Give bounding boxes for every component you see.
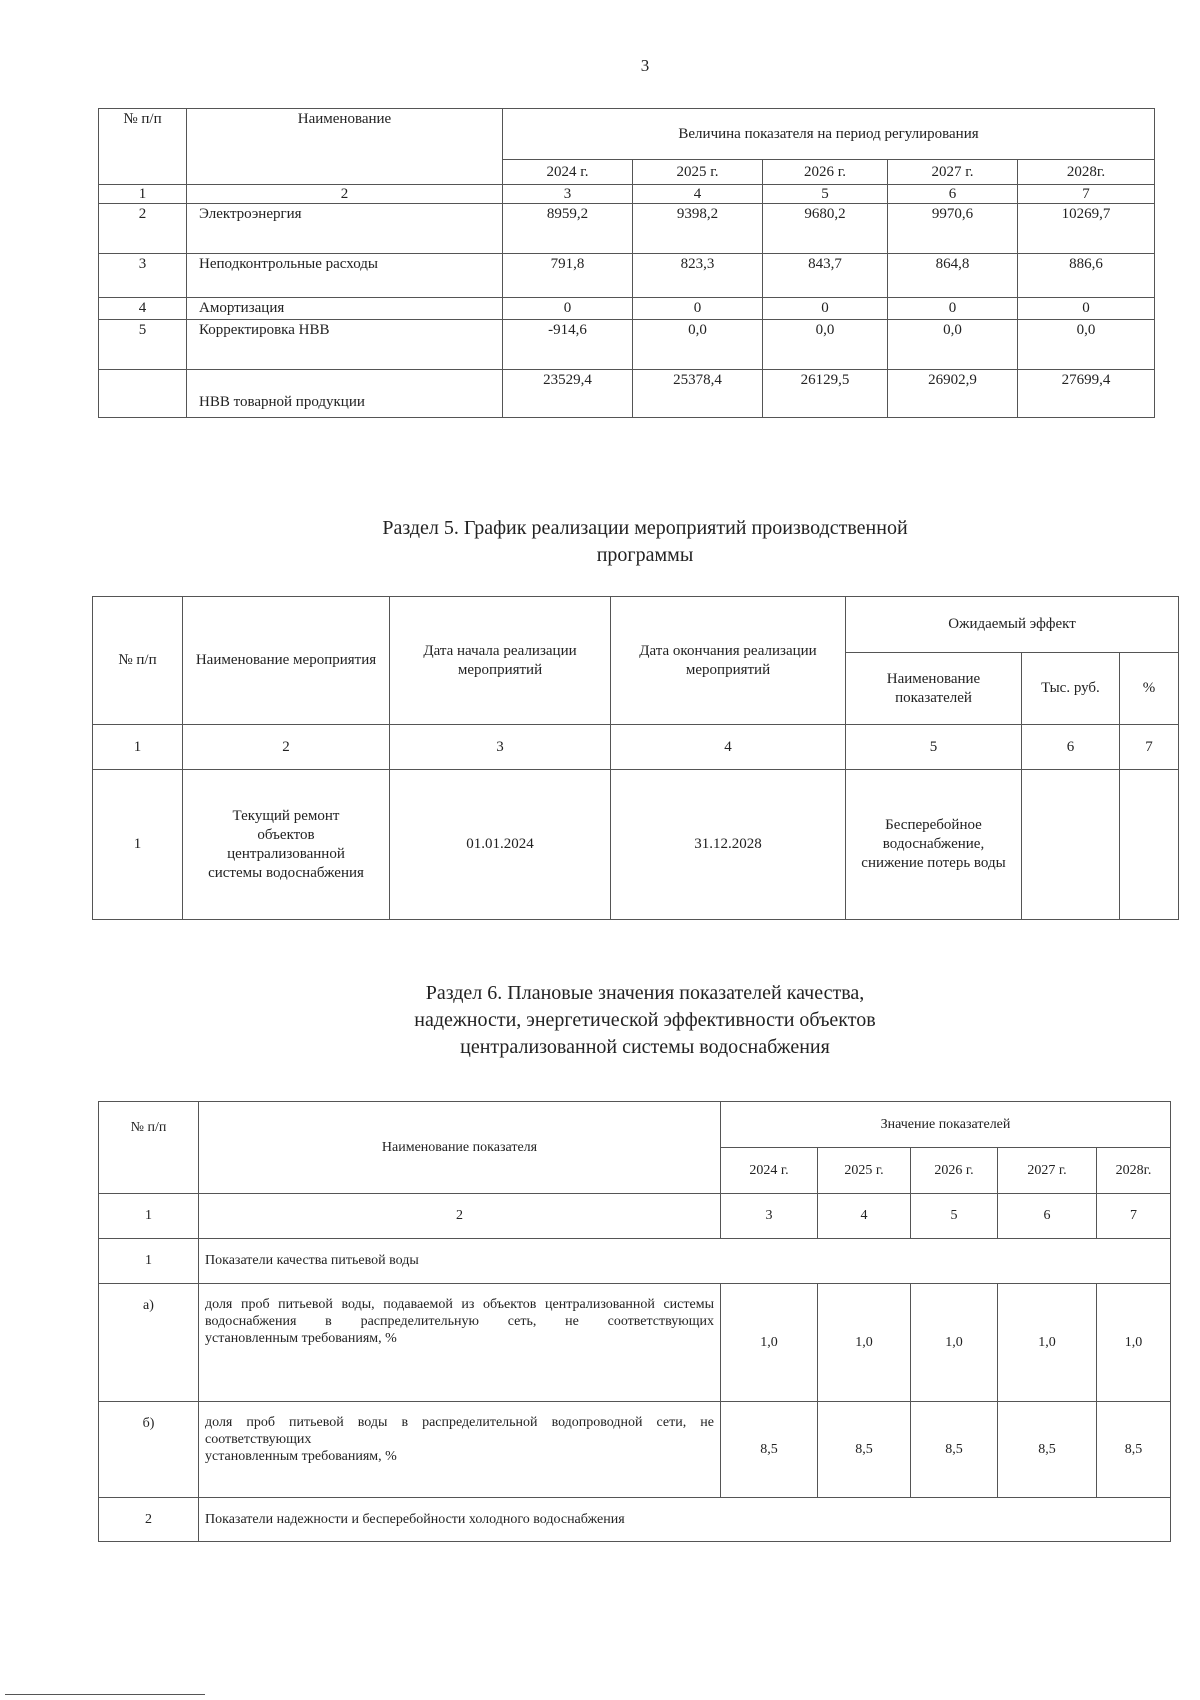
- row-num: 1: [93, 770, 183, 920]
- row-value: 0: [503, 298, 633, 320]
- row-percent: [1120, 770, 1179, 920]
- table-row: [99, 254, 1155, 298]
- group-num: 1: [99, 1239, 199, 1284]
- header-year: 2027 г.: [998, 1148, 1097, 1194]
- header-year: 2027 г.: [888, 160, 1018, 185]
- col-number: 5: [763, 185, 888, 204]
- header-num: № п/п: [93, 597, 183, 725]
- table-row: [99, 204, 1155, 254]
- row-value: 886,6: [1018, 254, 1155, 298]
- row-value: 1,0: [1097, 1284, 1171, 1402]
- row-name: Текущий ремонт объектов централизованной системы водоснабжения: [183, 770, 390, 920]
- row-name-text: доля проб питьевой воды в распределительной водопроводной сети, не соответствующих: [205, 1415, 714, 1447]
- row-value: 26129,5: [763, 370, 888, 418]
- section-6-title: [0, 980, 1200, 1061]
- row-num: 2: [99, 204, 187, 254]
- header-year: 2024 г.: [503, 160, 633, 185]
- footnote-divider: [5, 1694, 205, 1695]
- header-year: 2028г.: [1018, 160, 1155, 185]
- header-percent: %: [1120, 653, 1179, 725]
- section-5-title-line: Раздел 5. График реализации мероприятий производственной: [382, 517, 908, 539]
- header-indicator: Наименование показателей: [846, 653, 1022, 725]
- row-start-date: 01.01.2024: [390, 770, 611, 920]
- header-value-group: Значение показателей: [721, 1102, 1171, 1148]
- row-value: 791,8: [503, 254, 633, 298]
- col-number: 4: [611, 725, 846, 770]
- table-row: [99, 320, 1155, 370]
- row-name: Амортизация: [187, 298, 503, 320]
- col-number: 7: [1018, 185, 1155, 204]
- row-name: Неподконтрольные расходы: [187, 254, 503, 298]
- row-value: 8,5: [721, 1402, 818, 1498]
- header-num: № п/п: [99, 109, 187, 185]
- header-year: 2024 г.: [721, 1148, 818, 1194]
- row-value: 25378,4: [633, 370, 763, 418]
- row-value: 9680,2: [763, 204, 888, 254]
- row-value: 1,0: [818, 1284, 911, 1402]
- group-num: 2: [99, 1498, 199, 1542]
- header-num: № п/п: [99, 1102, 199, 1194]
- row-value: 0: [1018, 298, 1155, 320]
- section-6-title-line: Раздел 6. Плановые значения показателей качества,: [425, 982, 865, 1004]
- section-5-title: [0, 515, 1200, 569]
- col-number: 5: [911, 1194, 998, 1239]
- row-name: [199, 1284, 721, 1402]
- row-value: 1,0: [911, 1284, 998, 1402]
- header-year: 2026 г.: [763, 160, 888, 185]
- col-number: 7: [1120, 725, 1179, 770]
- header-end: Дата окончания реализации мероприятий: [611, 597, 846, 725]
- row-value: 8,5: [998, 1402, 1097, 1498]
- col-number: 1: [99, 185, 187, 204]
- table-row: [99, 1284, 1171, 1402]
- col-number: 3: [390, 725, 611, 770]
- header-value-group: Величина показателя на период регулирования: [503, 109, 1155, 160]
- col-number: 4: [633, 185, 763, 204]
- table-row: [93, 770, 1179, 920]
- col-number: 2: [187, 185, 503, 204]
- row-value: 1,0: [998, 1284, 1097, 1402]
- group-row: [99, 1239, 1171, 1284]
- header-year: 2025 г.: [633, 160, 763, 185]
- row-name: НВВ товарной продукции: [187, 370, 503, 418]
- header-year: 2025 г.: [818, 1148, 911, 1194]
- row-value: 0: [763, 298, 888, 320]
- row-num: 4: [99, 298, 187, 320]
- group-name: Показатели качества питьевой воды: [199, 1239, 1171, 1284]
- row-value: 8,5: [911, 1402, 998, 1498]
- row-value: -914,6: [503, 320, 633, 370]
- row-num: 3: [99, 254, 187, 298]
- col-number: 3: [503, 185, 633, 204]
- col-number: 2: [183, 725, 390, 770]
- row-value: 9970,6: [888, 204, 1018, 254]
- row-value: 0,0: [1018, 320, 1155, 370]
- row-value: 8959,2: [503, 204, 633, 254]
- row-num: [99, 370, 187, 418]
- row-value: 26902,9: [888, 370, 1018, 418]
- col-number: 1: [99, 1194, 199, 1239]
- row-value: 23529,4: [503, 370, 633, 418]
- row-value: 0,0: [888, 320, 1018, 370]
- col-number: 7: [1097, 1194, 1171, 1239]
- row-end-date: 31.12.2028: [611, 770, 846, 920]
- row-value: 0,0: [633, 320, 763, 370]
- row-num: б): [99, 1402, 199, 1498]
- row-value: 27699,4: [1018, 370, 1155, 418]
- col-number: 4: [818, 1194, 911, 1239]
- row-name: Корректировка НВВ: [187, 320, 503, 370]
- schedule-table: [92, 596, 1179, 920]
- row-value: 0: [888, 298, 1018, 320]
- header-effect: Ожидаемый эффект: [846, 597, 1179, 653]
- row-value: 8,5: [1097, 1402, 1171, 1498]
- header-year: 2028г.: [1097, 1148, 1171, 1194]
- financial-table: [98, 108, 1155, 418]
- row-name: Электроэнергия: [187, 204, 503, 254]
- row-name: [199, 1402, 721, 1498]
- col-number: 2: [199, 1194, 721, 1239]
- header-year: 2026 г.: [911, 1148, 998, 1194]
- col-number: 1: [93, 725, 183, 770]
- section-6-title-line: централизованной системы водоснабжения: [460, 1036, 830, 1058]
- table-row: [99, 298, 1155, 320]
- row-value: 1,0: [721, 1284, 818, 1402]
- col-number: 6: [888, 185, 1018, 204]
- row-value: 0: [633, 298, 763, 320]
- col-number: 3: [721, 1194, 818, 1239]
- row-value: 843,7: [763, 254, 888, 298]
- col-number: 6: [998, 1194, 1097, 1239]
- table-row: [99, 370, 1155, 418]
- row-num: 5: [99, 320, 187, 370]
- col-number: 5: [846, 725, 1022, 770]
- row-num: а): [99, 1284, 199, 1402]
- row-value: 10269,7: [1018, 204, 1155, 254]
- row-value: 0,0: [763, 320, 888, 370]
- row-indicator: Бесперебойное водоснабжение, снижение потерь воды: [846, 770, 1022, 920]
- col-number: 6: [1022, 725, 1120, 770]
- row-value: 823,3: [633, 254, 763, 298]
- section-6-title-line: надежности, энергетической эффективности объектов: [414, 1009, 876, 1031]
- header-name: Наименование показателя: [199, 1102, 721, 1194]
- section-5-title-line: программы: [596, 544, 694, 566]
- header-name: Наименование мероприятия: [183, 597, 390, 725]
- group-row: [99, 1498, 1171, 1542]
- indicators-table: [98, 1101, 1171, 1542]
- table-row: [99, 1402, 1171, 1498]
- row-value: 8,5: [818, 1402, 911, 1498]
- row-name-text: доля проб питьевой воды, подаваемой из объектов централизованной системы водоснабжения в распределительную сеть, не соответствующих: [205, 1297, 714, 1329]
- row-value: 9398,2: [633, 204, 763, 254]
- group-name: Показатели надежности и бесперебойности холодного водоснабжения: [199, 1498, 1171, 1542]
- row-thousand-rub: [1022, 770, 1120, 920]
- page-number: 3: [640, 56, 650, 75]
- header-thousand-rub: Тыс. руб.: [1022, 653, 1120, 725]
- row-name-last-line: установленным требованиям, %: [205, 1331, 397, 1346]
- row-name-last-line: установленным требованиям, %: [205, 1449, 397, 1464]
- row-value: 864,8: [888, 254, 1018, 298]
- header-start: Дата начала реализации мероприятий: [390, 597, 611, 725]
- header-name: Наименование: [187, 109, 503, 185]
